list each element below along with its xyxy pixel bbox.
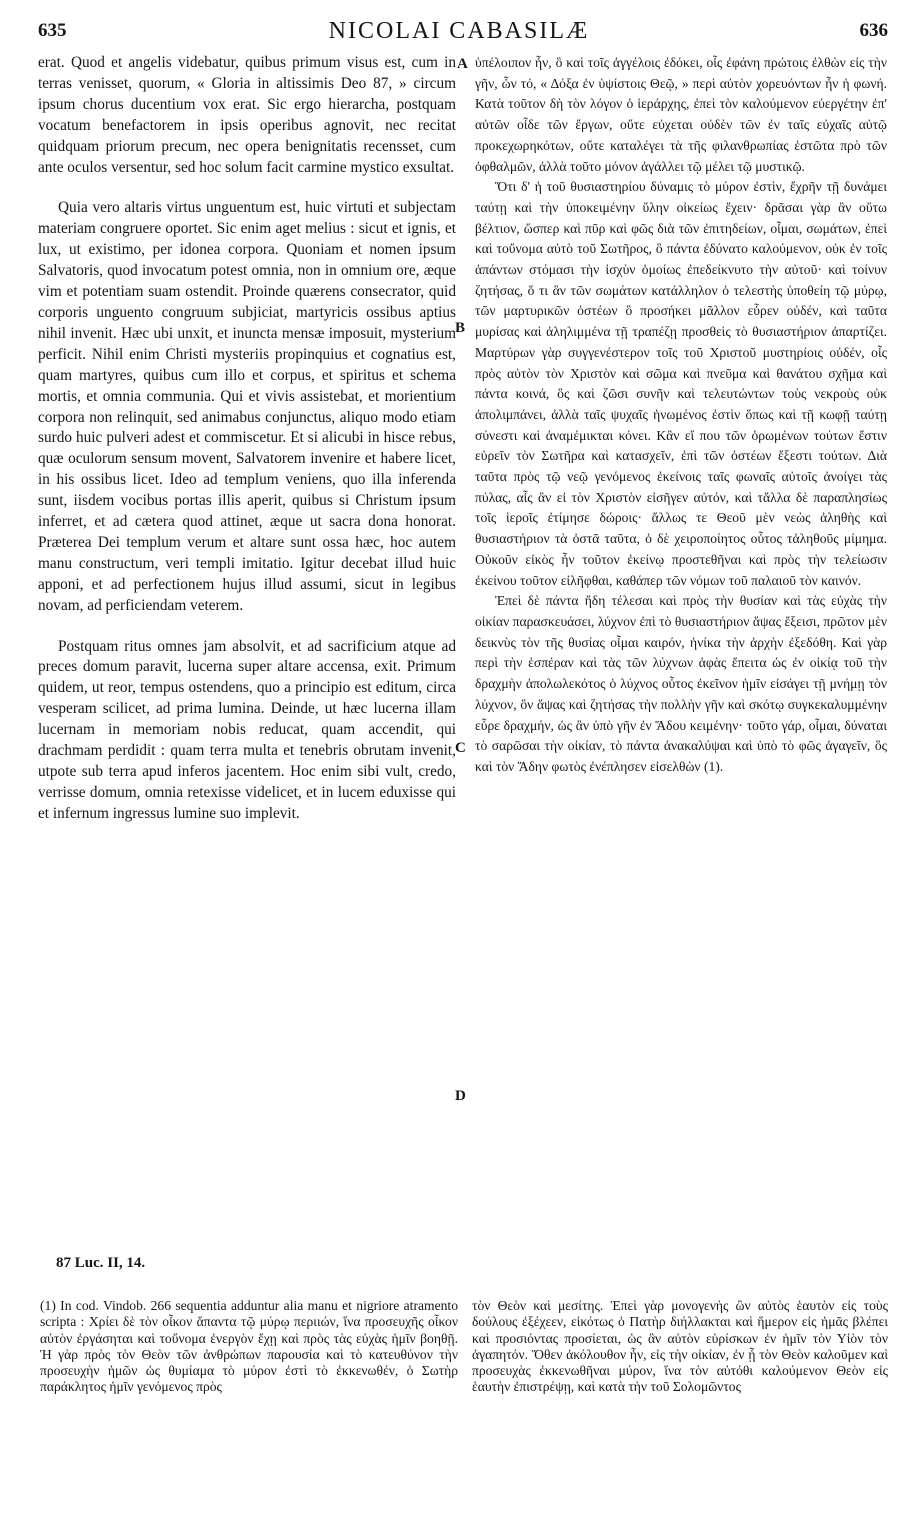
latin-paragraph: erat. Quod et angelis videbatur, quibus primum visus est, cum in terras venisset, quorum, « Gloria in altissimis Deo 87, » circum ipsum chorus ducentium vox erat. Sic ergo hierarcha, postquam vocatum benefactorem in ipsis operibus agnovit, nec recitat quidquam priorum precum, nec opera benignitatis recensset, cum ante oculos versentur, sed hoc solum facit carmine mystico exsultat. [38,54,456,176]
greek-paragraph: Ἐπεὶ δὲ πάντα ἤδη τέλεσαι καὶ πρὸς τὴν θυσίαν καὶ τὰς εὐχὰς τὴν οἰκίαν παρασκευάσει, λύχνον ἐπὶ τὸ θυσιαστήριον ἅψας ἔξεισι, πρῶτον μὲν δεικνὺς τὸν τῆς θυσίας οἶμαι καιρόν, ἡνίκα τὴν ἀρχὴν ἐξεδόθη. Καὶ γὰρ περὶ τὴν ἑσπέραν καὶ τὰς τῶν λύχνων ἁφὰς ἔπειτα ὡς ἐν οἰκίᾳ τοῦ τὴν δραχμὴν ἀπολωλεκότος ὁ λύχνος οὗτος ἐκεῖνον ἡμῖν εἰσάγει τῇ μνήμῃ τὸν λύχνον, ὃν ἅψας καὶ ζητήσας τὴν πολλὴν γῆν καὶ σκότῳ συγκεκαλυμμένην εὗρε δραχμήν, ὡς ἂν ὑπὸ γῆν ἐν Ἅδου κειμένην· τοῦτο γάρ, οἶμαι, δύναται τὸ σαρῶσαι τὴν οἰκίαν, τὸ πάντα ἀνακαλύψαι καὶ ὑπὸ τὸ φῶς ἀγαγεῖν, ὃς καὶ τὸν Ἅδην φωτὸς ἐνέπλησεν εἰσελθὼν (1). [475,593,887,774]
running-header [30,10,888,50]
margin-letter-b: B [455,320,466,336]
page-number-right: 636 [859,20,888,41]
greek-column [475,53,887,778]
greek-paragraph: ὑπέλοιπον ἦν, ὃ καὶ τοῖς ἀγγέλοις ἐδόκει, οἷς ἐφάνη πρώτοις ἐλθὼν εἰς τὴν γῆν, ὧν τό, « Δόξα ἐν ὑψίστοις Θεῷ, » περὶ αὐτὸν χορευόντων ἦν ἡ φωνή. Κατὰ τοῦτον δὴ τὸν λόγον ὁ ἱεράρχης, ἐπεὶ τὸν καλούμενον εὐεργέτην ἐπ' αὐτῶν οἶδε τῶν ἔργων, οὔτε εὐχεται οὐδὲν τῶν ἐν ταῖς εὐχαῖς αὐτῷ προκεχωρηκότων, οὔτε καταλέγει τὰ τῆς φιλανθρωπίας ἑστῶτα πρὸ τῶν ὀφθαλμῶν, ἀλλὰ τοῦτο μόνον ἀγάλλει τῷ μέλει τῷ μυστικῷ. [475,55,887,174]
latin-paragraph: Quia vero altaris virtus unguentum est, huic virtuti et subjectam materiam congruere oportet. Sic enim aget melius : sicut et ignis, et lux, ut existimo, per idonea corpora. Quoniam et nomen ipsum Salvatoris, quod invocatum potest omnia, non in omnium ore, æque vim et potentiam suam ostendit. Proinde quærens consecrator, quid corporis unguento congruum subjiciat, martyricis ossibus aptius nihil invenit. Hæc ubi unxit, et inuncta mensæ imposuit, mysterium perficit. Nihil enim Christi mysteriis propinquius et cognatius est, quam martyres, quibus cum illo et corpus, et spiritus et schema mortis, et omnia communia. Qui et vivis assistebat, et morientium corpora non relinquit, sed animabus conjunctus, aliquo modo etiam surdo huic pulveri adest et commiscetur. Et si alicubi in hisce rebus, quæ oculorum sensum movent, Salvatorem invenire et habere licet, in his ossibus licet. Ideo ad templum veniens, quo illa inferenda sunt, iisdem vocibus portas illis aperit, quibus si Christum ipsum inferret, et ad cætera quod attinet, æque ut sacra dona honorat. Præterea Dei templum verum et altare sunt ossa hæc, hoc autem manu constructum, veri templi imitatio. Igitur decebat illud huic apponi, et ad perfectionem hujus illud assumi, sicut in legibus novam, ad perficiendam veterem. [38,199,456,614]
latin-paragraph: Postquam ritus omnes jam absolvit, et ad sacrificium atque ad preces domum paravit, lucerna super altare accensa, exit. Primum quidem, ut reor, tempus ostendens, quo a principio est editum, circa vesperam scilicet, ad prima lumina. Deinde, ut hæc lucerna illam lucernam in memoriam nobis reducat, quam accendit, qui drachmam perdidit : quam terra multa et tenebris obrutam invenit, utpote sub terra apud inferos jacentem. Hoc enim sibi vult, credo, verrisse domum, omnia retexisse videlicet, et in lucem eduxisse qui et infernum ingressus lumine suo implevit. [38,637,456,822]
greek-paragraph: Ὅτι δ' ἡ τοῦ θυσιαστηρίου δύναμις τὸ μύρον ἐστὶν, ἔχρῆν τῇ δυνάμει ταύτῃ καὶ τὴν ὑποκειμένην ὕλην οἰκείως ἔχειν· δρᾶσαι γὰρ ἂν οὕτω βέλτιον, ὥσπερ καὶ πῦρ καὶ φῶς διὰ τῶν ἐπιτηδείων, οἶμαι, σωμάτων, ἐπεὶ καὶ τοὔνομα αὐτὸ τοῦ Σωτῆρος, ὃ πάντα ἐδύνατο καλούμενον, οὐκ ἐν τοῖς ἁπάντων στόμασι τὴν ἰσχὺν ὁμοίως ἐπεδείκνυτο τὴν αὐτοῦ· καὶ τοίνυν ζητήσας, ὅ τι ἂν τῶν σωμάτων κατάλληλον ὁ τελεστὴς ὑποθείη τῷ μύρῳ, τῶν μαρτυρικῶν ὀστέων ὃ προσήκει μᾶλλον εὗρεν οὐδέν, καὶ ταῦτα μυρίσας καὶ ἀληλιμμένα τῇ τραπέζῃ προσθεὶς τὸ θυσιαστήριον ἀπαρτίζει. Μαρτύρων γὰρ συγγενέστερον τοῖς τοῦ Χριστοῦ μυστηρίοις οὐδέν, οἷς πρὸς αὐτὸν τὸν Χριστὸν καὶ σῶμα καὶ πνεῦμα καὶ θανάτου σχῆμα καὶ πάντα κοινά, ὃς καὶ ζῶσι συνῆν καὶ τελευτώντων τοὺς νεκροὺς οὐκ ἀπολιμπάνει, ἀλλὰ ταῖς ψυχαῖς ἡνωμένος ἐστὶν ὅπως καὶ τῇ κωφῇ ταύτῃ σύνεστι καὶ ἀναμέμικται κόνει. Κἂν εἴ που τῶν ὁρωμένων τούτων ἔστιν εὑρεῖν τὸν Σωτῆρα καὶ κατασχεῖν, ἐπὶ τῶν ὀστέων ἔξεστι τούτων. Διὰ ταῦτα πρὸς τῷ νεῷ γενόμενος ἐκείνοις ταῖς φωναῖς αὐτοῖς ἀνοίγει τὰς πύλας, αἷς ἂν εἰ τὸν Χριστὸν εἰσῆγεν αὐτόν, καὶ τἄλλα δὲ παραπλησίως τοῖς ἱεροῖς ἐτίμησε δώροις· ἄλλως τε Θεοῦ μὲν νεὼς ἀληθὴς καὶ θυσιαστήριον τὰ ὀστᾶ ταῦτα, ὁ δὲ χειροποίητος οὗτος τἀληθοῦς μίμημα. Οὐκοῦν εἰκὸς ἦν τοῦτον ἐκείνῳ προστεθῆναι καὶ πρὸς τὴν τελείωσιν ἐκείνου τοῦτον εἰλῆφθαι, καθάπερ τῶν νόμων τοῦ παλαιοῦ τὸν καινόν. [475,179,887,588]
running-title: NICOLAI CABASILÆ [328,18,590,44]
margin-letter-a: A [457,56,468,72]
footnote-right: τὸν Θεὸν καὶ μεσίτης. Ἐπεὶ γὰρ μονογενὴς ὢν αὐτὸς ἑαυτὸν εἰς τοὺς δούλους ἐξέχεεν, εἰκότως ὁ Πατὴρ διήλλακται καὶ ἥμερον εἰς ἡμᾶς βλέπει καὶ προσιόντας προσίεται, ὡς ἂν αὐτὸν εὑρίσκων ἐν ἡμῖν τὸν Υἱὸν τὸν ἀγαπητόν. Ὅθεν ἀκόλουθον ἦν, εἰς τὴν οἰκίαν, ἐν ᾗ τὸν Θεὸν καλοῦμεν καὶ προσευχὰς ἐκκενωθῆναι μύρον, ἵνα τὸν αὐτόθι καλούμενον Θεὸν εἰς ἑαυτὴν ἐπιστρέψῃ, καὶ κατὰ τὴν τοῦ Σολομῶντος [472,1298,888,1395]
footnote-reference: 87 Luc. II, 14. [56,1255,146,1271]
page-number-left: 635 [38,20,67,41]
margin-letter-d: D [455,1088,466,1104]
margin-letter-c: C [455,740,466,756]
latin-column [38,53,456,825]
footnote-left: (1) In cod. Vindob. 266 sequentia adduntur alia manu et nigriore atramento scripta : Χρίει δὲ τὸν οἶκον ἅπαντα τῷ μύρῳ περιιών, ἵνα προσευχῆς οἶκον αὐτὸν ἐργάσηται καὶ τοὔνομα ἐνεργὸν ἔχῃ καὶ πρὸς τὰς εὐχὰς ἡμῖν βοηθῇ. Ἡ γὰρ πρὸς τὸν Θεὸν τῶν ἀνθρώπων παρουσία καὶ τὸ κατευθύνον τὴν προσευχὴν ἡμῶν ὡς θυμίαμα τὸ μύρον ἐστὶ τὸ ἐκκενωθέν, ὁ Σωτὴρ παράκλητος ἡμῖν γενόμενος πρὸς [40,1298,458,1395]
